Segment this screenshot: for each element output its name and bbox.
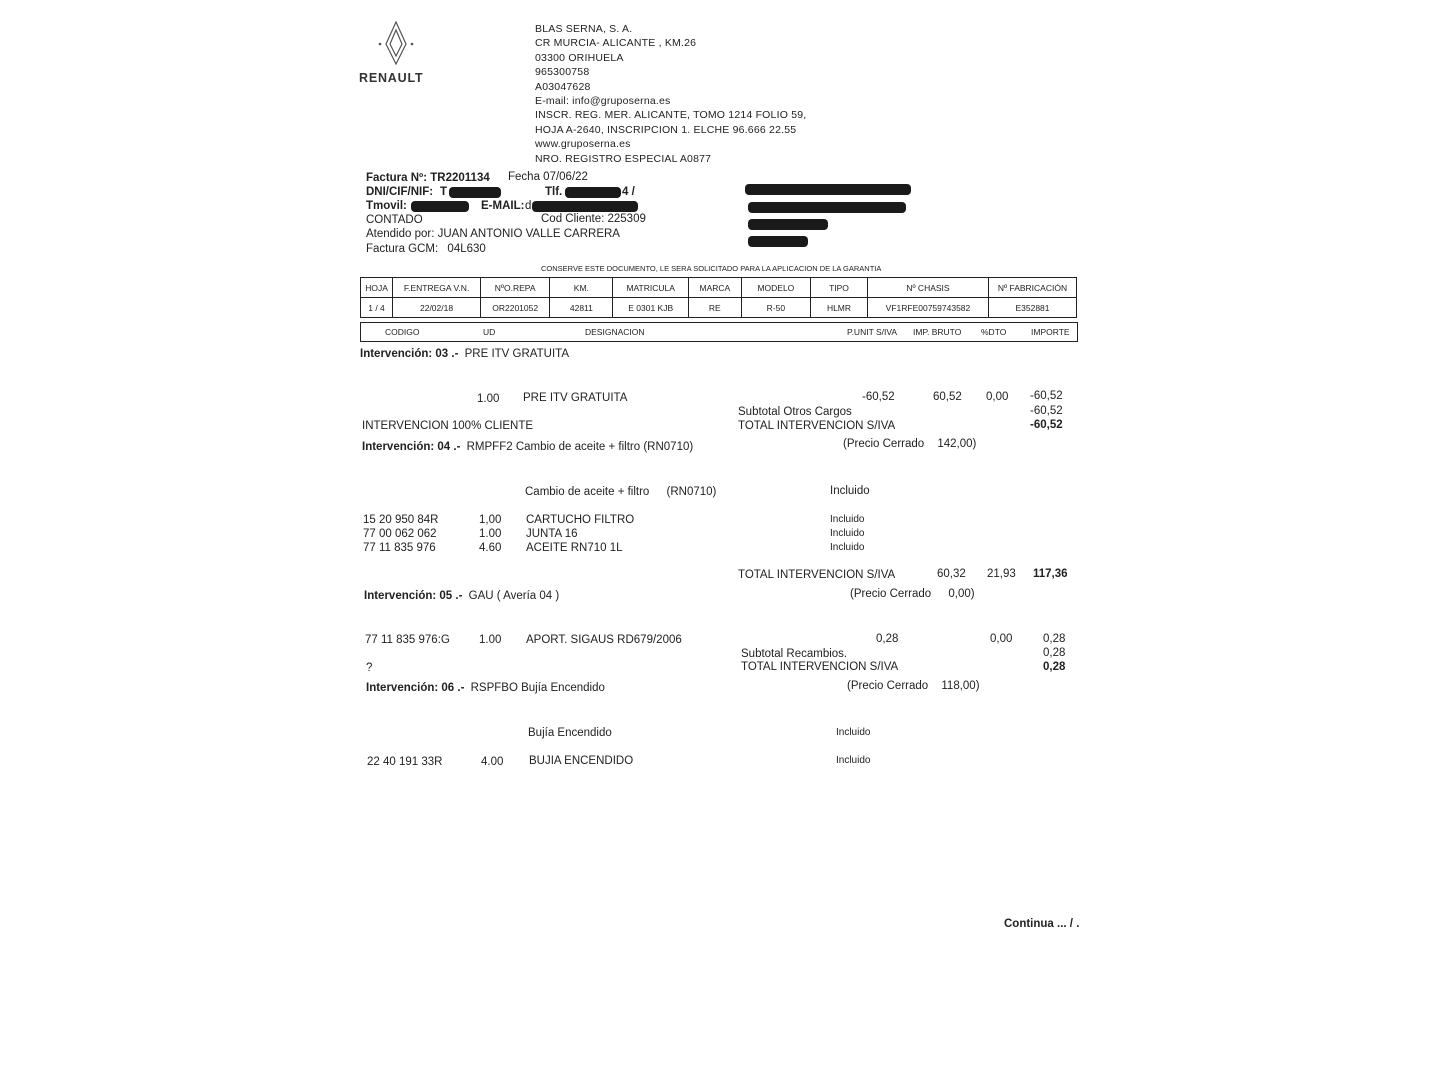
company-line: CR MURCIA- ALICANTE , KM.26 [535, 37, 697, 50]
subtotal-label: Subtotal Recambios. [741, 648, 848, 660]
item-status: Incluido [836, 755, 871, 766]
col-codigo: CODIGO [385, 327, 420, 337]
logo-text: RENAULT [359, 71, 424, 85]
redaction [748, 202, 906, 213]
factura-number: TR2201134 [430, 172, 490, 184]
company-line: E-mail: info@gruposerna.es [535, 95, 671, 108]
line-qty: 1.00 [477, 393, 500, 405]
vehicle-value-cell: RE [688, 298, 741, 318]
item-dto: 0,00 [990, 633, 1013, 645]
vehicle-value-cell: E352881 [988, 298, 1076, 318]
company-line: NRO. REGISTRO ESPECIAL A0877 [535, 152, 712, 165]
vehicle-value-cell: R-50 [741, 298, 810, 318]
total-value: 0,28 [1043, 661, 1066, 673]
cod-cliente: Cod Cliente: 225309 [541, 213, 646, 225]
email-prefix: d [525, 200, 532, 212]
vehicle-header-cell: MARCA [688, 278, 741, 298]
col-designacion: DESIGNACION [585, 327, 645, 337]
vehicle-table [360, 277, 1077, 318]
item-qty: 4.60 [479, 542, 502, 554]
vehicle-value-cell: 1 / 4 [361, 298, 393, 318]
item-code: 77 11 835 976:G [365, 634, 450, 646]
vehicle-header-cell: F.ENTREGA V.N. [393, 278, 481, 298]
item-desc: ACEITE RN710 1L [526, 542, 623, 554]
total-dto: 21,93 [987, 568, 1016, 580]
item-status: Incluido [830, 542, 865, 553]
vehicle-value-cell: 42811 [550, 298, 613, 318]
company-line: INSCR. REG. MER. ALICANTE, TOMO 1214 FOLIO 59, [535, 109, 807, 122]
total-bruto: 60,32 [937, 568, 966, 580]
company-line: A03047628 [535, 80, 591, 93]
tlf-label: Tlf. [545, 186, 563, 198]
vehicle-header-cell: KM. [550, 278, 613, 298]
col-ud: UD [483, 327, 496, 337]
redaction [748, 236, 808, 247]
vehicle-value-cell: E 0301 KJB [613, 298, 689, 318]
vehicle-header-cell: HOJA [361, 278, 393, 298]
intervention-03-header: Intervención: 03 .- PRE ITV GRATUITA [360, 348, 569, 360]
factura-gcm: Factura GCM: 04L630 [366, 243, 486, 255]
company-line: 03300 ORIHUELA [535, 51, 624, 64]
col-punit: P.UNIT S/IVA [847, 327, 898, 337]
renault-diamond-icon [366, 18, 426, 68]
item-desc: BUJIA ENCENDIDO [529, 755, 634, 767]
item-qty: 1.00 [479, 528, 502, 540]
line-header-row [360, 322, 1078, 342]
group-desc: Bujía Encendido [528, 727, 612, 739]
vehicle-value-cell: OR2201052 [481, 298, 550, 318]
contado: CONTADO [366, 214, 423, 226]
precio-cerrado: (Precio Cerrado 142,00) [843, 438, 977, 450]
total-value: -60,52 [1030, 419, 1063, 431]
item-status: Incluido [830, 514, 865, 525]
redaction [532, 201, 638, 212]
group-desc: Cambio de aceite + filtro (RN0710) [525, 486, 717, 498]
subtotal-label: Subtotal Otros Cargos [738, 406, 852, 418]
total-value: 117,36 [1033, 568, 1068, 580]
email-label: E-MAIL: [481, 200, 525, 212]
vehicle-header-cell: Nº FABRICACIÓN [988, 278, 1076, 298]
company-line: HOJA A-2640, INSCRIPCION 1. ELCHE 96.666 22.55 [535, 123, 797, 136]
tmovil-label: Tmovil: [366, 200, 407, 212]
item-desc: CARTUCHO FILTRO [526, 514, 635, 526]
col-importe: IMPORTE [1031, 327, 1070, 337]
line-dto: 0,00 [986, 391, 1009, 403]
precio-cerrado: (Precio Cerrado 118,00) [847, 680, 980, 692]
intervention-06-header: Intervención: 06 .- RSPFBO Bujía Encendido [366, 682, 605, 694]
group-status: Incluido [836, 727, 871, 738]
company-line: www.gruposerna.es [535, 138, 631, 151]
total-label: TOTAL INTERVENCION S/IVA [741, 661, 899, 673]
renault-logo [366, 18, 426, 68]
item-desc: JUNTA 16 [526, 528, 578, 540]
dni-prefix: T [440, 186, 448, 198]
vehicle-value-cell: HLMR [811, 298, 868, 318]
vehicle-header-cell: Nº CHASIS [867, 278, 988, 298]
item-code: 22 40 191 33R [367, 756, 443, 768]
item-desc: APORT. SIGAUS RD679/2006 [526, 634, 682, 646]
vehicle-table-header [361, 278, 1077, 298]
item-code: 77 11 835 976 [363, 542, 436, 554]
subtotal-value: 0,28 [1043, 647, 1066, 659]
vehicle-header-cell: MODELO [741, 278, 810, 298]
item-qty: 1,00 [479, 514, 502, 526]
vehicle-value-cell: VF1RFE00759743582 [867, 298, 988, 318]
total-label: TOTAL INTERVENCION S/IVA [738, 420, 896, 432]
note: ? [366, 662, 373, 674]
col-bruto: IMP. BRUTO [913, 327, 962, 337]
line-unit: -60,52 [862, 391, 895, 403]
item-qty: 4.00 [481, 756, 504, 768]
item-qty: 1.00 [479, 634, 502, 646]
company-line: BLAS SERNA, S. A. [535, 23, 633, 35]
redaction [565, 187, 621, 198]
company-line: 965300758 [535, 66, 590, 79]
total-label: TOTAL INTERVENCION S/IVA [738, 569, 896, 581]
fecha: Fecha 07/06/22 [508, 171, 588, 183]
group-status: Incluido [830, 485, 870, 497]
warranty-notice: CONSERVE ESTE DOCUMENTO, LE SERA SOLICITADO PARA LA APLICACION DE LA GARANTIA [541, 264, 882, 273]
subtotal-value: -60,52 [1030, 405, 1063, 417]
line-desc: PRE ITV GRATUITA [523, 392, 628, 404]
vehicle-header-cell: NºO.REPA [481, 278, 550, 298]
item-status: Incluido [830, 528, 865, 539]
item-code: 77 00 062 062 [363, 528, 437, 540]
factura-label: Factura Nº: TR2201134 [366, 172, 490, 184]
vehicle-header-cell: TIPO [811, 278, 868, 298]
atendido: Atendido por: JUAN ANTONIO VALLE CARRERA [366, 228, 620, 240]
redaction [745, 184, 911, 195]
tlf-suffix: 4 / [622, 186, 635, 198]
dni-label: DNI/CIF/NIF: [366, 186, 434, 198]
intervention-05-header: Intervención: 05 .- GAU ( Avería 04 ) [364, 590, 560, 602]
item-code: 15 20 950 84R [363, 514, 439, 526]
vehicle-value-cell: 22/02/18 [393, 298, 481, 318]
col-dto: %DTO [981, 327, 1007, 337]
line-importe: -60,52 [1030, 390, 1063, 402]
line-bruto: 60,52 [933, 391, 962, 403]
redaction [748, 219, 828, 230]
precio-cerrado: (Precio Cerrado 0,00) [850, 588, 975, 600]
vehicle-header-cell: MATRICULA [613, 278, 689, 298]
redaction [411, 201, 469, 212]
vehicle-table-values [361, 298, 1077, 318]
note: INTERVENCION 100% CLIENTE [362, 420, 534, 432]
item-unit: 0,28 [876, 633, 899, 645]
company-info [535, 22, 806, 166]
redaction [449, 187, 501, 198]
item-importe: 0,28 [1043, 633, 1066, 645]
intervention-04-header: Intervención: 04 .- RMPFF2 Cambio de aceite + filtro (RN0710) [362, 441, 694, 453]
continua-label: Continua ... / . [1004, 918, 1080, 930]
